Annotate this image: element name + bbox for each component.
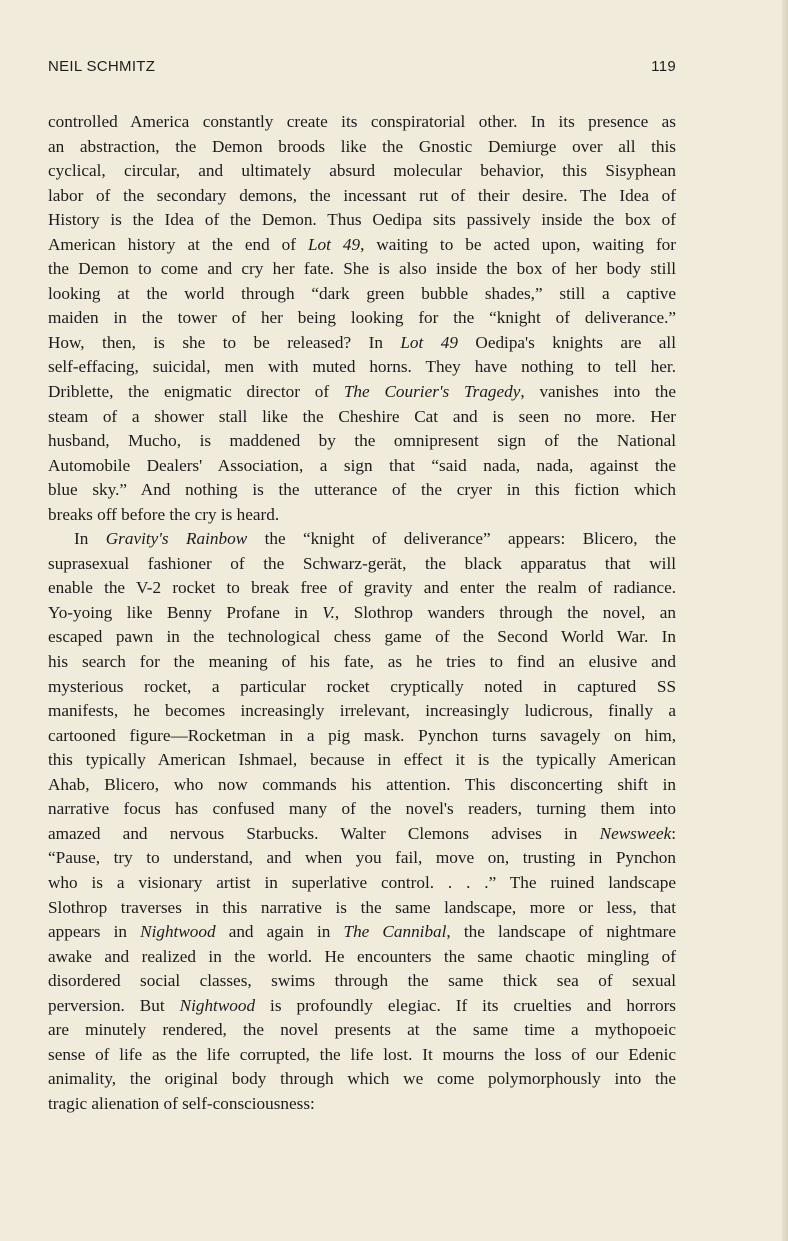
text-line — [48, 503, 676, 528]
text-run: American history at the end of — [48, 234, 308, 254]
text-run: self-effacing, suicidal, men with muted horns. They have nothing to tell her. — [48, 357, 676, 377]
text-run: Automobile Dealers' Association, a sign that “said nada, nada, against the — [48, 455, 676, 475]
text-line — [48, 650, 676, 675]
text-line — [48, 1092, 676, 1117]
text-run: perversion. But — [48, 995, 180, 1015]
text-run: disordered social classes, swims through the same thick sea of sexual — [48, 971, 676, 991]
italic-title: Newsweek — [599, 823, 672, 843]
italic-title: Lot 49 — [307, 234, 361, 254]
page-number: 119 — [651, 58, 676, 75]
text-run: cyclical, circular, and ultimately absurd molecular behavior, this Sisyphean — [48, 161, 676, 181]
text-run: husband, Mucho, is maddened by the omnipresent sign of the National — [48, 431, 676, 451]
text-line — [48, 478, 676, 503]
text-line — [48, 724, 676, 749]
text-run: : — [671, 823, 676, 843]
text-run: and again in — [215, 922, 344, 942]
italic-title: Lot 49 — [400, 332, 458, 352]
italic-title: Gravity's Rainbow — [105, 529, 248, 549]
text-run: How, then, is she to be released? In — [48, 332, 401, 352]
text-line — [48, 576, 676, 601]
italic-title: Nightwood — [140, 922, 216, 942]
text-run: enable the V-2 rocket to break free of gravity and enter the realm of radiance. — [48, 578, 676, 598]
text-run: cartooned figure—Rocketman in a pig mask. Pynchon turns savagely on him, — [48, 725, 676, 745]
text-run: Yo-yoing like Benny Profane in — [48, 602, 323, 622]
text-line — [48, 429, 676, 454]
paragraph — [48, 527, 676, 1116]
text-run: mysterious rocket, a particular rocket cryptically noted in captured SS — [48, 676, 676, 696]
text-run: appears in — [48, 922, 141, 942]
text-line — [48, 1043, 676, 1068]
text-run: steam of a shower stall like the Cheshire Cat and is seen no more. Her — [48, 406, 676, 426]
text-line — [48, 871, 676, 896]
text-run: blue sky.” And nothing is the utterance of the cryer in this fiction which — [48, 480, 676, 500]
text-run: Oedipa's knights are all — [457, 332, 676, 352]
text-line — [48, 994, 676, 1019]
page-edge — [782, 0, 788, 1241]
text-run: Ahab, Blicero, who now commands his attention. This disconcerting shift in — [48, 774, 676, 794]
text-run: suprasexual fashioner of the Schwarz-gerät, the black apparatus that will — [48, 553, 676, 573]
text-line — [48, 896, 676, 921]
text-line — [48, 306, 676, 331]
text-run: who is a visionary artist in superlative control. . . .” The ruined landscape — [48, 872, 676, 892]
running-head — [48, 58, 676, 82]
text-run: labor of the secondary demons, the incessant rut of their desire. The Idea of — [48, 185, 676, 205]
text-line — [48, 405, 676, 430]
body-text — [48, 110, 676, 1116]
text-line — [48, 135, 676, 160]
text-line — [48, 675, 676, 700]
text-line — [48, 945, 676, 970]
text-line — [48, 110, 676, 135]
text-line — [48, 257, 676, 282]
text-line — [48, 1067, 676, 1092]
running-head-author: NEIL SCHMITZ — [48, 58, 156, 75]
text-run: “Pause, try to understand, and when you fail, move on, trusting in Pynchon — [48, 848, 676, 868]
text-run: , Slothrop wanders through the novel, an — [334, 602, 676, 622]
text-line — [48, 527, 676, 552]
text-line — [48, 969, 676, 994]
text-run: Slothrop traverses in this narrative is the same landscape, more or less, that — [48, 897, 676, 917]
italic-title: The Courier's Tragedy — [343, 382, 521, 402]
text-run: the “knight of deliverance” appears: Blicero, the — [247, 529, 676, 549]
text-run: amazed and nervous Starbucks. Walter Clemons advises in — [48, 823, 600, 843]
text-run: are minutely rendered, the novel presents at the same time a mythopoeic — [48, 1020, 676, 1040]
text-line — [48, 355, 676, 380]
text-run: History is the Idea of the Demon. Thus Oedipa sits passively inside the box of — [48, 210, 676, 230]
text-line — [48, 625, 676, 650]
text-line — [48, 773, 676, 798]
text-line — [48, 601, 676, 626]
text-run: this typically American Ishmael, because in effect it is the typically American — [48, 750, 676, 770]
text-run: manifests, he becomes increasingly irrelevant, increasingly ludicrous, finally a — [48, 701, 676, 721]
text-run: , vanishes into the — [520, 382, 676, 402]
text-line — [48, 797, 676, 822]
text-line — [48, 748, 676, 773]
text-run: , the landscape of nightmare — [446, 922, 676, 942]
text-line — [48, 233, 676, 258]
text-run: controlled America constantly create its conspiratorial other. In its presence as — [48, 112, 676, 131]
italic-title: The Cannibal — [343, 922, 447, 942]
text-run: sense of life as the life corrupted, the life lost. It mourns the loss of our Edenic — [48, 1044, 676, 1064]
text-run: Driblette, the enigmatic director of — [48, 382, 344, 402]
text-line — [48, 822, 676, 847]
text-run: awake and realized in the world. He encounters the same chaotic mingling of — [48, 946, 676, 966]
italic-title: V. — [322, 602, 335, 622]
text-run: looking at the world through “dark green bubble shades,” still a captive — [48, 283, 676, 303]
text-line — [48, 208, 676, 233]
italic-title: Nightwood — [179, 995, 256, 1015]
text-line — [48, 159, 676, 184]
text-run: tragic alienation of self-consciousness: — [48, 1093, 315, 1113]
text-run: In — [74, 529, 106, 549]
text-line — [48, 920, 676, 945]
text-run: animality, the original body through which we come polymorphously into the — [48, 1069, 676, 1089]
text-run: his search for the meaning of his fate, as he tries to find an elusive and — [48, 652, 676, 672]
text-line — [48, 846, 676, 871]
text-run: breaks off before the cry is heard. — [48, 504, 280, 524]
text-line — [48, 331, 676, 356]
text-run: narrative focus has confused many of the novel's readers, turning them into — [48, 799, 676, 819]
text-run: maiden in the tower of her being looking for the “knight of deliverance.” — [48, 308, 676, 328]
text-run: is profoundly elegiac. If its cruelties and horrors — [255, 995, 676, 1015]
text-line — [48, 454, 676, 479]
text-run: an abstraction, the Demon broods like the Gnostic Demiurge over all this — [48, 136, 676, 156]
text-line — [48, 184, 676, 209]
paragraph — [48, 110, 676, 527]
text-run: the Demon to come and cry her fate. She is also inside the box of her body still — [48, 259, 676, 279]
text-line — [48, 282, 676, 307]
text-line — [48, 552, 676, 577]
text-line — [48, 380, 676, 405]
text-run: , waiting to be acted upon, waiting for — [360, 234, 676, 254]
text-run: escaped pawn in the technological chess game of the Second World War. In — [48, 627, 676, 647]
text-line — [48, 1018, 676, 1043]
text-line — [48, 699, 676, 724]
